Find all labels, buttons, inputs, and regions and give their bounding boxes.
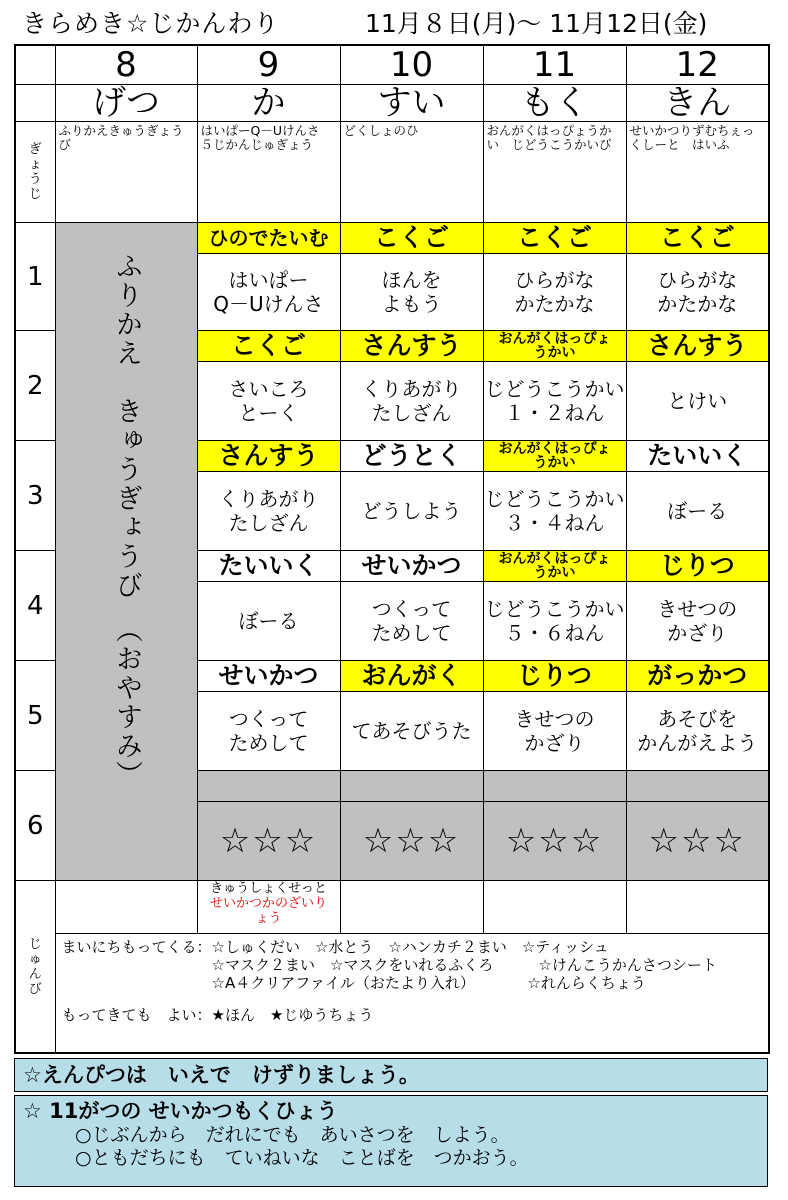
timetable	[14, 44, 770, 1054]
stars-cell: ☆☆☆	[197, 802, 340, 881]
day-name-row	[15, 85, 769, 122]
subject-cell: おんがく	[340, 661, 483, 692]
content-cell: くりあがり たしざん	[197, 472, 340, 551]
subject-cell: さんすう	[340, 331, 483, 362]
period-number: 4	[15, 551, 55, 661]
content-cell: ひらがな かたかな	[626, 254, 769, 331]
empty-gray-cell	[483, 771, 626, 802]
subject-cell: がっかつ	[626, 661, 769, 692]
monthly-goal-title: ☆ 11がつの せいかつもくひょう	[23, 1099, 338, 1123]
content-cell: じどうこうかい ５・６ねん	[483, 582, 626, 661]
period-number: 1	[15, 223, 55, 331]
day-name: げつ	[55, 85, 197, 122]
gyouji-label: ぎ ょ う じ	[15, 122, 55, 223]
period-subject-row	[15, 223, 769, 254]
junbi-cell	[626, 881, 769, 934]
event-cell: はいぱーQ－Uけんさ ５じかんじゅぎょう	[197, 122, 340, 223]
subject-cell: せいかつ	[197, 661, 340, 692]
junbi-info-row	[15, 934, 769, 1054]
junbi-info	[55, 934, 769, 1054]
subject-cell: じりつ	[483, 661, 626, 692]
monthly-goal-line: ○じぶんから だれにでも あいさつを しよう。	[75, 1124, 510, 1146]
period-number: 6	[15, 771, 55, 881]
corner-cell	[15, 85, 55, 122]
subject-cell: おんがくはっぴょうかい	[483, 551, 626, 582]
rest-day-block	[55, 223, 197, 881]
event-cell: せいかつりずむちぇっくしーと はいふ	[626, 122, 769, 223]
content-cell: ぼーる	[626, 472, 769, 551]
subject-cell: こくご	[626, 223, 769, 254]
subject-cell: たいいく	[626, 441, 769, 472]
content-cell: つくって ためして	[197, 692, 340, 771]
content-cell: きせつの かざり	[483, 692, 626, 771]
day-name: すい	[340, 85, 483, 122]
content-cell: つくって ためして	[340, 582, 483, 661]
junbi-label: じ ゅ ん び	[15, 881, 55, 1054]
event-cell: おんがくはっぴょうかい じどうこうかいび	[483, 122, 626, 223]
content-cell: あそびを かんがえよう	[626, 692, 769, 771]
page-title: きらめき☆じかんわり	[22, 9, 280, 38]
subject-cell: おんがくはっぴょうかい	[483, 331, 626, 362]
subject-cell: せいかつ	[340, 551, 483, 582]
content-cell: ぼーる	[197, 582, 340, 661]
pencil-notice: ☆えんぴつは いえで けずりましょう。	[14, 1058, 768, 1092]
content-cell: さいころ とーく	[197, 362, 340, 441]
stars-cell: ☆☆☆	[340, 802, 483, 881]
stars-cell: ☆☆☆	[483, 802, 626, 881]
subject-cell: こくご	[483, 223, 626, 254]
content-cell: じどうこうかい １・２ねん	[483, 362, 626, 441]
subject-cell: ひのでたいむ	[197, 223, 340, 254]
content-cell: はいぱー Q－Uけんさ	[197, 254, 340, 331]
subject-cell: たいいく	[197, 551, 340, 582]
subject-cell: こくご	[340, 223, 483, 254]
subject-cell: こくご	[197, 331, 340, 362]
monthly-goal-line: ○ともだちにも ていねいな ことばを つかおう。	[75, 1147, 529, 1169]
daily-items: まいにちもってくる： ☆しゅくだい ☆水とう ☆ハンカチ２まい ☆ティッシュ ☆マスク２まい ☆マスクをいれるふくろ ☆けんこうかんさつシート ☆A４クリアファイル（おたより入れ） ☆れんらくちょう	[61, 938, 717, 992]
junbi-item: きゅうしょくせっと	[210, 881, 327, 896]
subject-cell: さんすう	[626, 331, 769, 362]
day-name: きん	[626, 85, 769, 122]
events-row	[15, 122, 769, 223]
empty-gray-cell	[197, 771, 340, 802]
content-cell: じどうこうかい ３・４ねん	[483, 472, 626, 551]
day-number: 10	[340, 45, 483, 85]
monthly-goal	[14, 1095, 768, 1187]
day-name: もく	[483, 85, 626, 122]
junbi-cell	[340, 881, 483, 934]
period-number: 5	[15, 661, 55, 771]
content-cell: きせつの かざり	[626, 582, 769, 661]
day-number: 11	[483, 45, 626, 85]
content-cell: くりあがり たしざん	[340, 362, 483, 441]
junbi-item-red: せいかつかのざいりょう	[209, 896, 327, 926]
content-cell: ひらがな かたかな	[483, 254, 626, 331]
content-cell: てあそびうた	[340, 692, 483, 771]
day-number: 8	[55, 45, 197, 85]
junbi-cell	[55, 881, 197, 934]
day-number: 12	[626, 45, 769, 85]
subject-cell: さんすう	[197, 441, 340, 472]
day-name: か	[197, 85, 340, 122]
content-cell: とけい	[626, 362, 769, 441]
corner-cell	[15, 45, 55, 85]
day-number: 9	[197, 45, 340, 85]
stars-cell: ☆☆☆	[626, 802, 769, 881]
subject-cell: おんがくはっぴょうかい	[483, 441, 626, 472]
day-number-row	[15, 45, 769, 85]
subject-cell: どうとく	[340, 441, 483, 472]
content-cell: どうしよう	[340, 472, 483, 551]
subject-cell: じりつ	[626, 551, 769, 582]
period-number: 2	[15, 331, 55, 441]
period-number: 3	[15, 441, 55, 551]
optional-items: もってきても よい：★ほん ★じゆうちょう	[61, 1006, 374, 1024]
rest-day-text: ふりかえ きゅうぎょうび （おやすみ）	[111, 252, 142, 790]
junbi-cell	[197, 881, 340, 934]
junbi-cell	[483, 881, 626, 934]
date-range: 11月８日(月)～ 11月12日(金)	[365, 9, 708, 38]
empty-gray-cell	[626, 771, 769, 802]
junbi-row	[15, 881, 769, 934]
event-cell: どくしょのひ	[340, 122, 483, 223]
empty-gray-cell	[340, 771, 483, 802]
content-cell: ほんを よもう	[340, 254, 483, 331]
event-cell: ふりかえきゅうぎょうび	[55, 122, 197, 223]
